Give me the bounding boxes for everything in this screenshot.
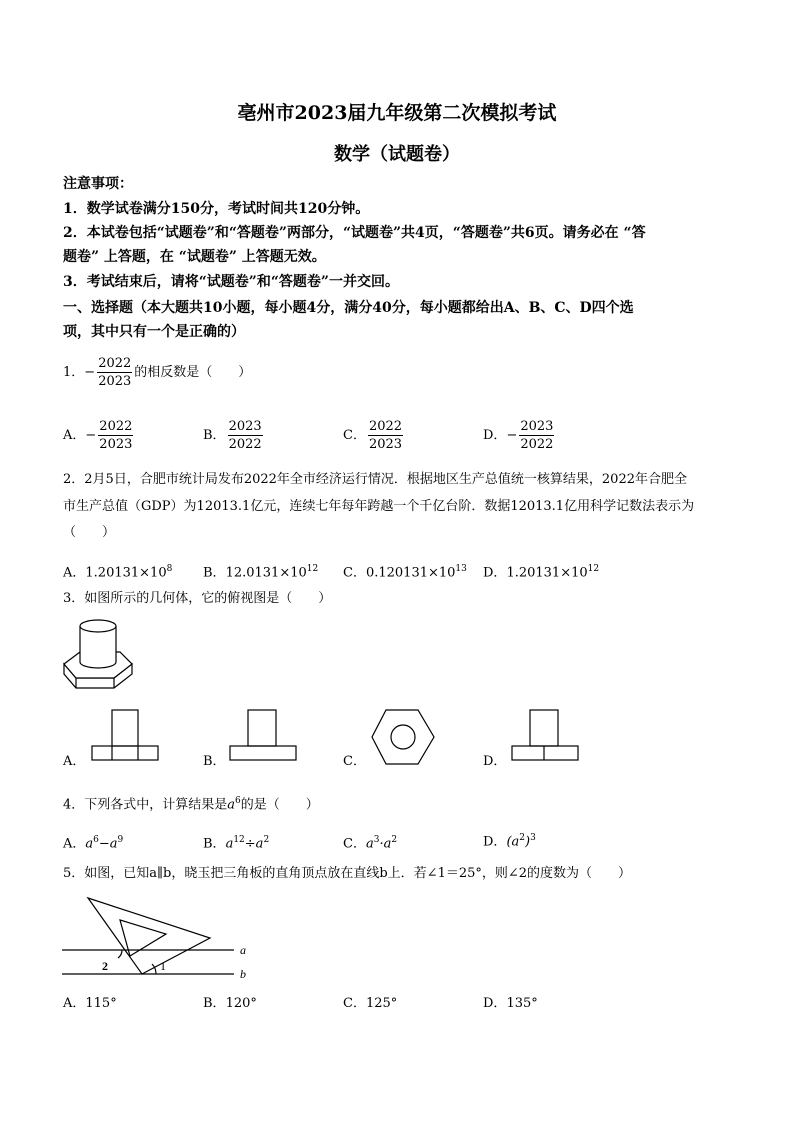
q5-option-d[interactable] — [483, 992, 538, 1016]
option-value: 125° — [365, 996, 398, 1011]
option-letter: D． — [483, 428, 507, 443]
note-item-2: 2．本试卷包括“试题卷”和“答题卷”两部分，“试题卷”共4页，“答题卷”共6页。请务必在 “答 — [63, 225, 646, 241]
option-value: 1.20131×10 — [506, 565, 588, 581]
option-letter: A． — [63, 996, 86, 1011]
option-letter: D． — [483, 565, 507, 581]
q5-option-c[interactable] — [343, 992, 397, 1016]
q4-exp: 6 — [235, 796, 241, 806]
option-letter: A． — [63, 565, 86, 581]
question-2-line2: 市生产总值（GDP）为12013.1亿元，连续七年每年跨越一个千亿台阶．数据12013.1亿用科学记数法表示为 — [63, 499, 695, 514]
q2-option-b[interactable] — [203, 557, 318, 585]
q3-option-d-figure[interactable] — [510, 708, 582, 764]
option-op: −a — [98, 836, 118, 852]
numerator: 2022 — [99, 419, 133, 434]
option-expr: (a — [506, 834, 520, 850]
notes-heading: 注意事项： — [63, 176, 133, 192]
option-fraction — [519, 418, 554, 453]
note-item-1: 1．数学试卷满分150分，考试时间共120分钟。 — [63, 201, 370, 217]
q1-denominator: 2023 — [98, 374, 132, 389]
option-exponent: 8 — [166, 564, 173, 574]
section-heading-cont: 项，其中只有一个是正确的） — [63, 324, 245, 340]
label-a: a — [240, 943, 246, 957]
option-value: 120° — [225, 996, 257, 1011]
q1-option-a[interactable] — [63, 418, 135, 453]
option-letter: C． — [343, 996, 366, 1011]
option-fraction — [228, 418, 263, 453]
option-exp2: 3 — [530, 833, 536, 843]
q1-numerator: 2022 — [98, 356, 132, 371]
q1-number: 1． — [63, 365, 85, 380]
solid-figure — [62, 612, 142, 692]
q3-option-b-figure[interactable] — [228, 708, 300, 764]
option-sign: − — [506, 427, 518, 443]
option-exp1: 3 — [373, 835, 380, 845]
q4-var: a — [227, 797, 236, 813]
q3-option-c-figure[interactable] — [370, 708, 436, 768]
option-value: 1.20131×10 — [85, 565, 167, 581]
option-op: ·a — [379, 836, 392, 852]
option-letter: B． — [203, 996, 226, 1011]
option-letter: C． — [343, 836, 366, 852]
q1-fraction — [97, 355, 132, 390]
denominator: 2022 — [228, 437, 262, 452]
option-value: 115° — [85, 996, 117, 1011]
option-letter: D． — [483, 834, 507, 850]
q3-option-a-figure[interactable] — [90, 708, 160, 764]
option-value: 12.0131×10 — [225, 565, 307, 581]
option-letter: D． — [483, 996, 507, 1011]
q1-option-b[interactable] — [203, 418, 265, 453]
option-letter: C． — [343, 428, 366, 443]
numerator: 2022 — [368, 419, 403, 434]
option-op: ) — [525, 834, 531, 850]
question-2-line1: 2．2月5日，合肥市统计局发布2022年全市经济运行情况．根据地区生产总值统一核算结果，2022年合肥全 — [63, 472, 687, 487]
option-letter: A． — [63, 836, 86, 852]
exam-title: 亳州市2023届九年级第二次模拟考试 — [237, 102, 557, 124]
option-fraction — [98, 418, 133, 453]
numerator: 2023 — [228, 419, 262, 434]
q2-option-c[interactable] — [343, 557, 467, 585]
q3-option-b-label[interactable]: B． — [203, 754, 226, 769]
option-expr: a — [85, 836, 94, 852]
option-value: 135° — [506, 996, 538, 1011]
label-b: b — [240, 967, 246, 981]
q5-option-a[interactable] — [63, 992, 117, 1016]
numerator: 2023 — [520, 419, 554, 434]
option-exponent: 13 — [455, 564, 467, 574]
option-letter: A． — [63, 428, 86, 443]
question-1 — [63, 355, 251, 390]
option-exp2: 2 — [391, 835, 398, 845]
option-exp2: 9 — [117, 835, 124, 845]
q1-option-c[interactable] — [343, 418, 405, 453]
option-exp1: 12 — [233, 835, 245, 845]
option-letter: B． — [203, 428, 226, 443]
option-letter: C． — [343, 565, 366, 581]
note-item-3: 3．考试结束后，请将“试题卷”和“答题卷”一并交回。 — [63, 274, 399, 290]
q3-option-a-label[interactable]: A． — [63, 754, 86, 769]
note-item-2-cont: 题卷” 上答题，在 “试题卷” 上答题无效。 — [63, 249, 326, 265]
denominator: 2022 — [520, 437, 554, 452]
section-heading: 一、选择题（本大题共10小题，每小题4分，满分40分，每小题都给出A、B、C、D四个选 — [63, 300, 634, 316]
option-exponent: 12 — [587, 564, 600, 574]
exam-subtitle: 数学（试题卷） — [334, 144, 460, 165]
option-expr: a — [365, 836, 374, 852]
q4-option-d[interactable] — [483, 826, 536, 854]
label-angle-1: 1 — [160, 959, 166, 973]
option-fraction — [368, 418, 403, 453]
label-angle-2: 2 — [102, 959, 108, 973]
option-sign: − — [85, 427, 97, 443]
q5-option-b[interactable] — [203, 992, 257, 1016]
denominator: 2023 — [368, 437, 403, 452]
q3-option-c-label[interactable]: C． — [343, 754, 366, 769]
q4-option-c[interactable] — [343, 828, 397, 856]
q4-text-pre: 4．下列各式中，计算结果是 — [63, 797, 228, 813]
q3-option-d-label[interactable]: D． — [483, 754, 507, 769]
option-exponent: 12 — [306, 564, 319, 574]
question-5: 5．如图，已知a∥b，晓玉把三角板的直角顶点放在直线b上．若∠1＝25°，则∠2的度数为（ ） — [63, 866, 632, 881]
option-value: 0.120131×10 — [365, 565, 456, 581]
denominator: 2023 — [99, 437, 133, 452]
q2-option-a[interactable] — [63, 557, 172, 585]
q4-option-a[interactable] — [63, 828, 123, 856]
option-exp2: 2 — [263, 835, 270, 845]
option-letter: B． — [203, 836, 226, 852]
q2-option-d[interactable] — [483, 557, 599, 585]
question-3: 3．如图所示的几何体，它的俯视图是（ ） — [63, 591, 332, 606]
question-2-line3: （ ） — [63, 525, 116, 540]
q1-text: 的相反数是（ ） — [134, 365, 252, 380]
q4-text-post: 的是（ ） — [240, 797, 319, 813]
q1-sign: − — [84, 364, 96, 380]
q1-option-d[interactable] — [483, 418, 556, 453]
option-exp1: 2 — [519, 833, 525, 843]
option-letter: B． — [203, 565, 226, 581]
option-expr: a — [225, 836, 234, 852]
q4-option-b[interactable] — [203, 828, 269, 856]
question-4 — [63, 789, 319, 817]
option-exp1: 6 — [93, 835, 99, 845]
option-op: ÷a — [244, 836, 264, 852]
q5-figure — [62, 890, 262, 986]
